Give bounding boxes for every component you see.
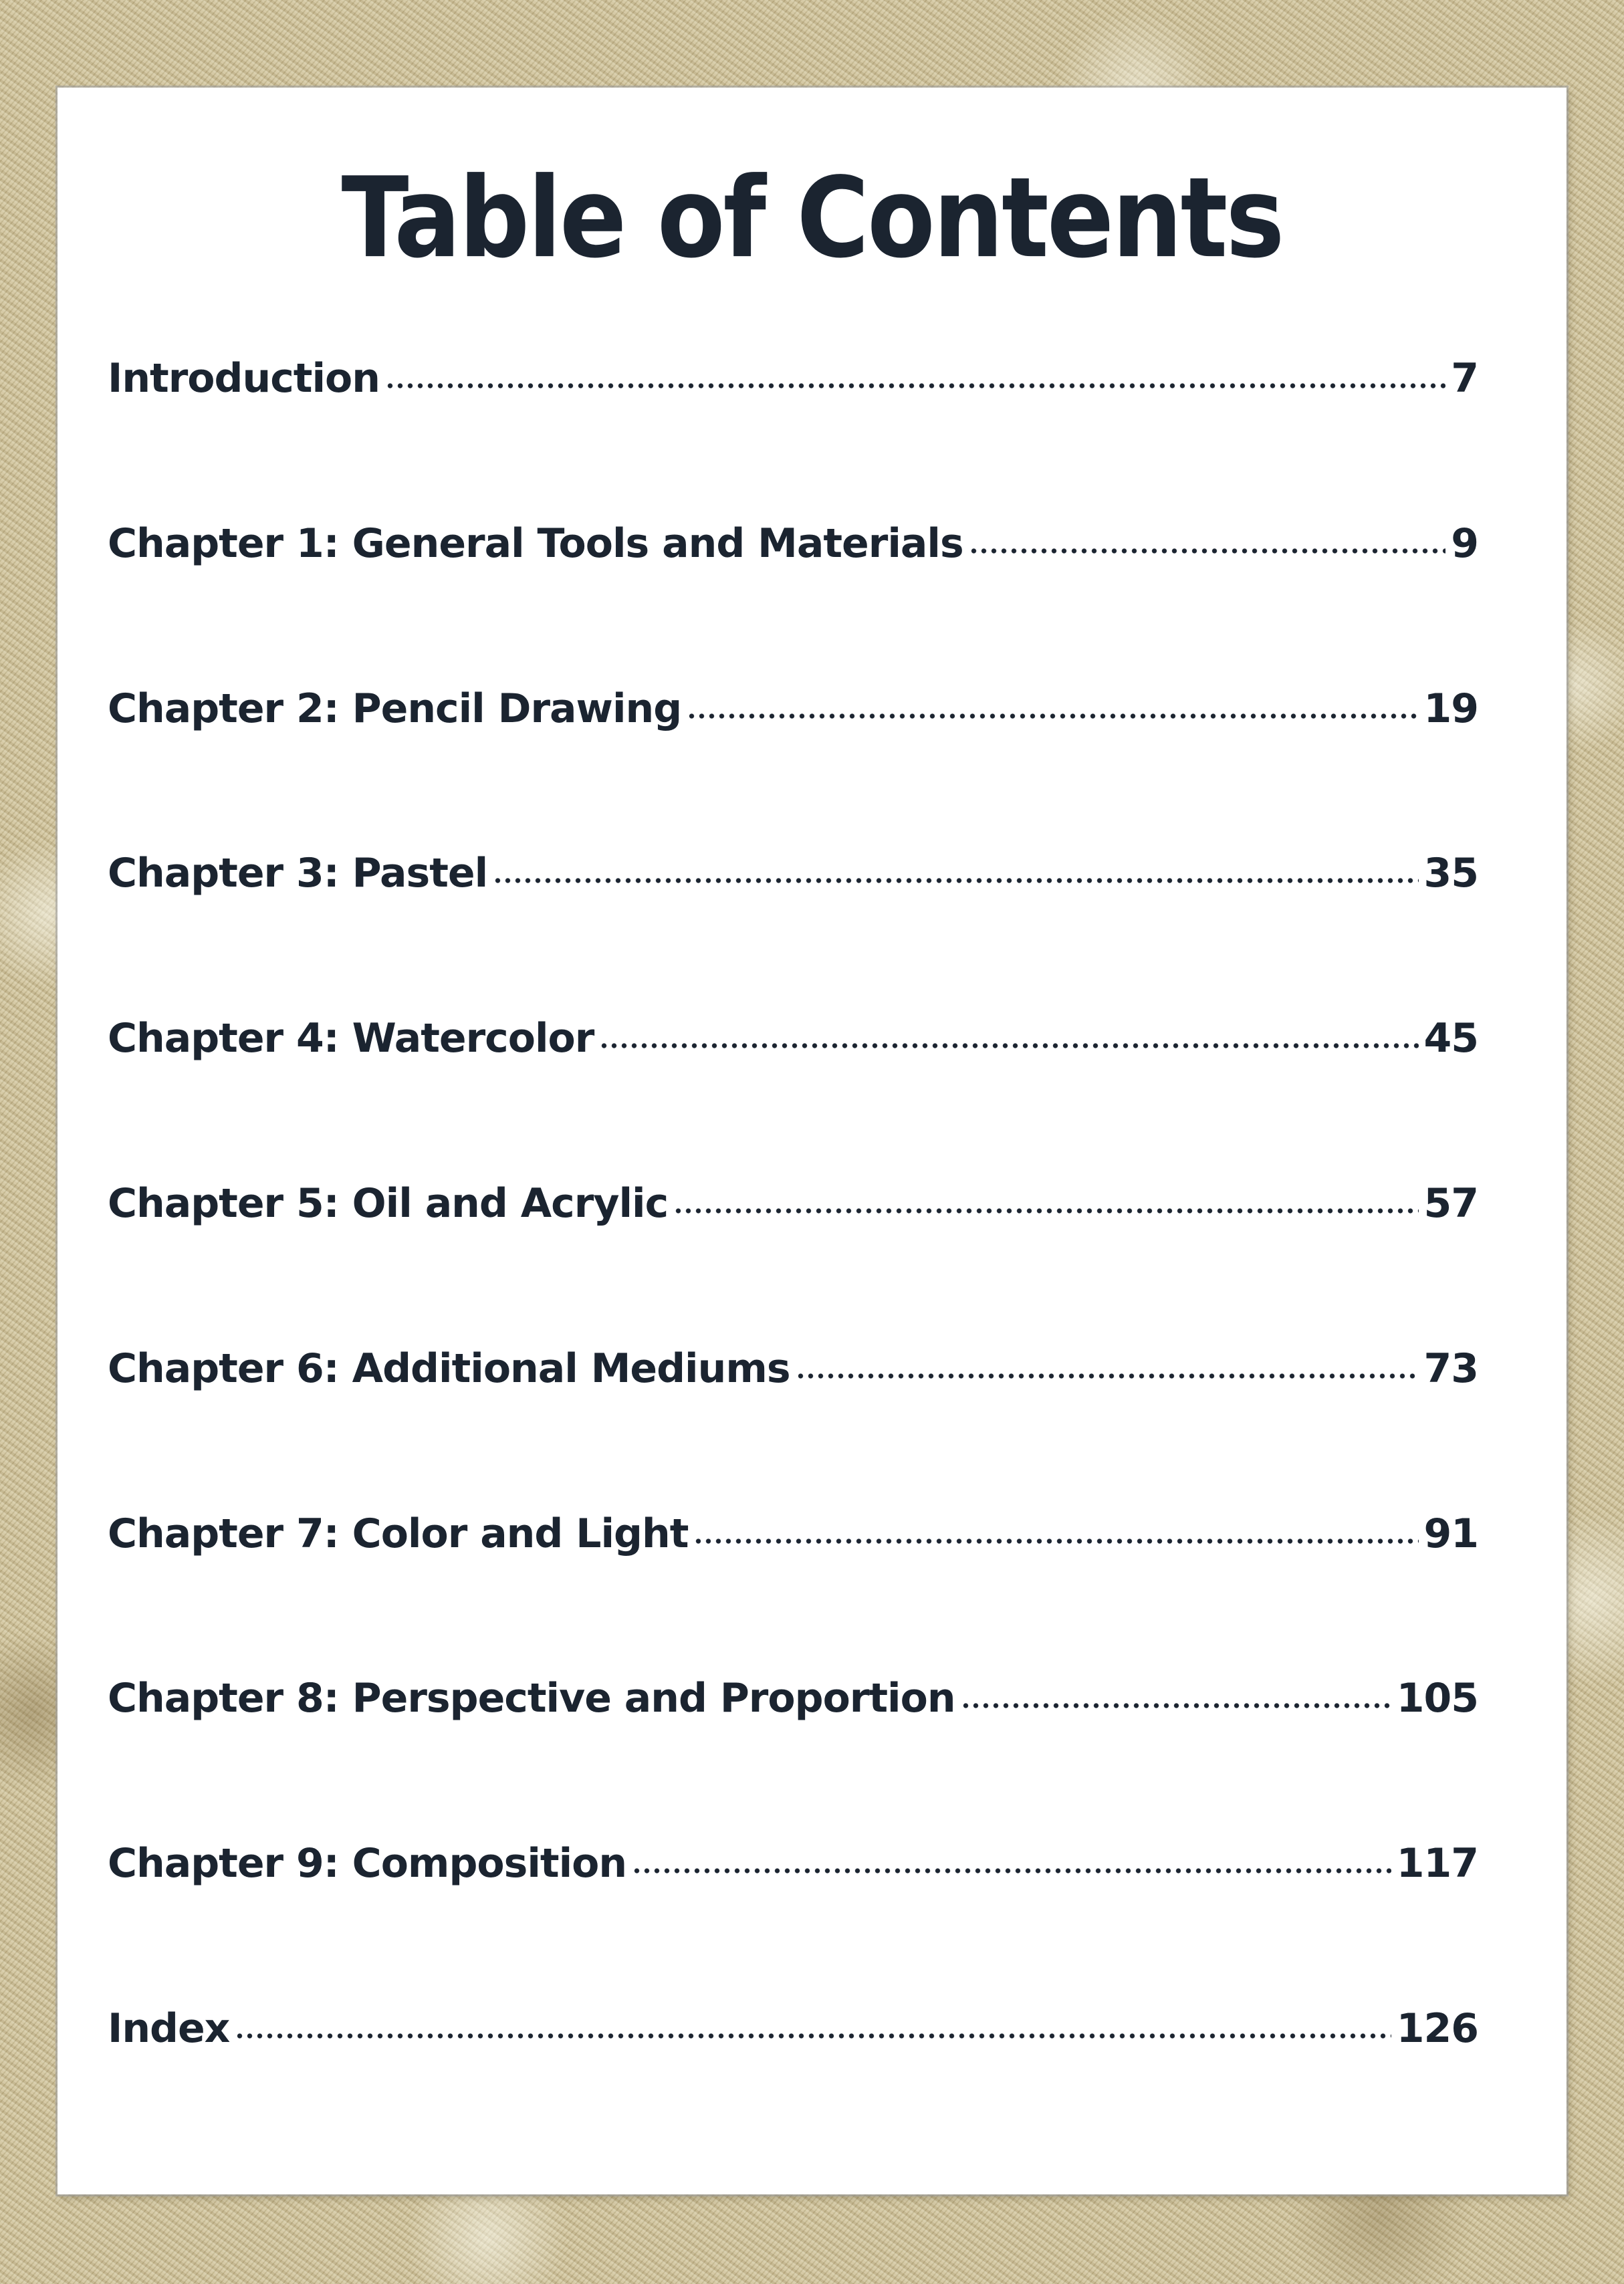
toc-entry-label: Chapter 5: Oil and Acrylic bbox=[108, 1179, 669, 1227]
toc-entry-chapter-5[interactable] bbox=[108, 1180, 1478, 1345]
dot-leader bbox=[673, 1208, 1418, 1214]
dot-leader bbox=[599, 1042, 1418, 1049]
toc-entry-label: Introduction bbox=[108, 355, 380, 402]
toc-entry-label: Chapter 3: Pastel bbox=[108, 850, 488, 897]
toc-entry-label: Chapter 8: Perspective and Proportion bbox=[108, 1675, 955, 1722]
toc-entry-page-number: 126 bbox=[1396, 2005, 1478, 2052]
toc-entry-label: Chapter 2: Pencil Drawing bbox=[108, 685, 682, 732]
toc-entry-chapter-6[interactable] bbox=[108, 1345, 1478, 1510]
toc-entry-page-number: 45 bbox=[1423, 1015, 1478, 1062]
dot-leader bbox=[385, 382, 1445, 389]
table-of-contents-list bbox=[108, 355, 1478, 2170]
toc-entry-chapter-3[interactable] bbox=[108, 850, 1478, 1015]
toc-entry-chapter-4[interactable] bbox=[108, 1015, 1478, 1180]
toc-entry-label: Chapter 4: Watercolor bbox=[108, 1015, 594, 1062]
dot-leader bbox=[969, 548, 1446, 554]
toc-entry-page-number: 19 bbox=[1423, 685, 1478, 732]
page-title: Table of Contents bbox=[341, 153, 1283, 283]
toc-entry-page-number: 117 bbox=[1396, 1840, 1478, 1888]
toc-entry-index[interactable] bbox=[108, 2005, 1478, 2170]
dot-leader bbox=[235, 2033, 1391, 2039]
toc-entry-chapter-7[interactable] bbox=[108, 1510, 1478, 1676]
toc-entry-page-number: 91 bbox=[1423, 1510, 1478, 1557]
dot-leader bbox=[796, 1373, 1419, 1379]
dot-leader bbox=[493, 877, 1418, 884]
toc-entry-page-number: 35 bbox=[1423, 850, 1478, 897]
toc-entry-introduction[interactable] bbox=[108, 355, 1478, 520]
toc-entry-page-number: 57 bbox=[1423, 1179, 1478, 1227]
toc-entry-chapter-8[interactable] bbox=[108, 1675, 1478, 1840]
toc-entry-label: Chapter 6: Additional Mediums bbox=[108, 1345, 790, 1392]
toc-entry-page-number: 9 bbox=[1451, 520, 1478, 567]
toc-entry-page-number: 73 bbox=[1423, 1345, 1478, 1392]
dot-leader bbox=[632, 1867, 1391, 1874]
toc-entry-label: Chapter 7: Color and Light bbox=[108, 1510, 689, 1557]
dot-leader bbox=[687, 713, 1418, 719]
toc-entry-page-number: 105 bbox=[1396, 1675, 1478, 1722]
toc-entry-chapter-2[interactable] bbox=[108, 685, 1478, 850]
dot-leader bbox=[693, 1538, 1418, 1545]
toc-entry-label: Chapter 1: General Tools and Materials bbox=[108, 520, 963, 567]
toc-page-card bbox=[57, 88, 1567, 2194]
toc-entry-label: Index bbox=[108, 2005, 230, 2052]
toc-entry-chapter-9[interactable] bbox=[108, 1840, 1478, 2005]
dot-leader bbox=[961, 1702, 1391, 1709]
toc-entry-page-number: 7 bbox=[1451, 355, 1478, 402]
toc-entry-label: Chapter 9: Composition bbox=[108, 1840, 627, 1888]
toc-entry-chapter-1[interactable] bbox=[108, 520, 1478, 685]
